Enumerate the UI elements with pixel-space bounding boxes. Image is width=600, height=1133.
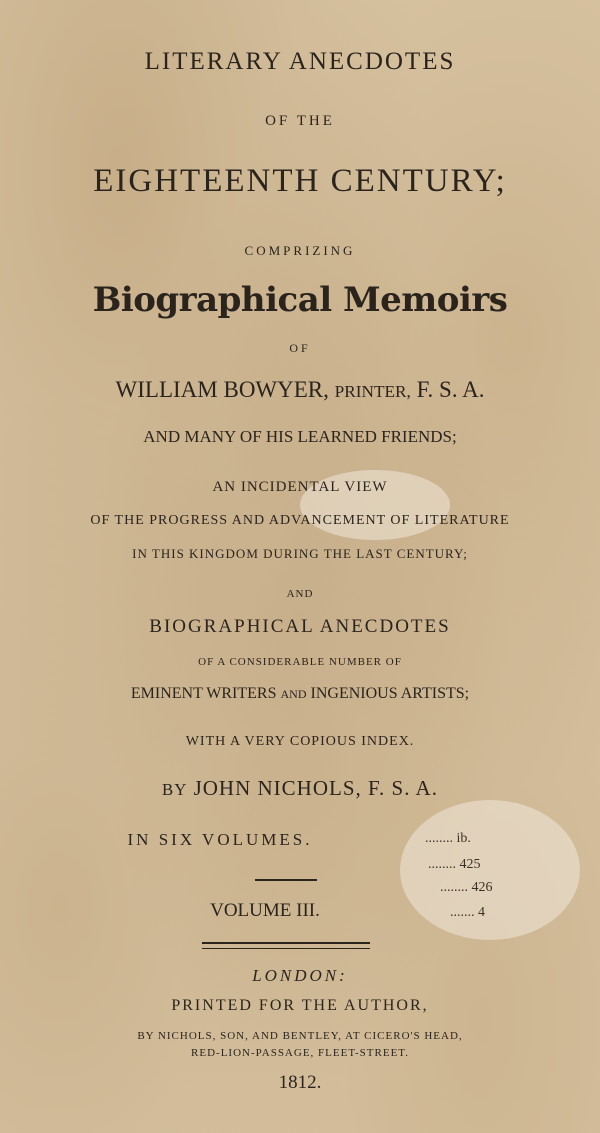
imprint-year: 1812.: [278, 1072, 322, 1093]
title-line-2: OF THE: [265, 113, 335, 129]
bleed-through-text: ....... 4: [450, 905, 485, 920]
line-15-c: INGENIOUS ARTISTS;: [310, 685, 470, 702]
title-line-1: LITERARY ANECDOTES: [144, 48, 456, 75]
double-rule-bottom: [202, 948, 370, 949]
title-line-4: COMPRIZING: [244, 243, 356, 258]
title-line-6: OF: [289, 341, 311, 355]
double-rule-top: [202, 942, 370, 944]
title-line-11: IN THIS KINGDOM DURING THE LAST CENTURY;: [132, 546, 468, 561]
subject-line: [0, 377, 600, 403]
subject-fsa: F. S. A.: [416, 377, 485, 402]
title-line-14: OF A CONSIDERABLE NUMBER OF: [198, 656, 402, 668]
volumes-line: IN SIX VOLUMES.: [127, 830, 313, 849]
imprint-address-1: BY NICHOLS, SON, AND BENTLEY, AT CICERO'S HEAD,: [137, 1030, 463, 1042]
subject-name: WILLIAM BOWYER,: [115, 377, 329, 402]
title-line-10: OF THE PROGRESS AND ADVANCEMENT OF LITERATURE: [90, 513, 510, 528]
author-line: [0, 776, 600, 801]
line-15-b: AND: [280, 687, 307, 701]
title-blackletter: Biographical Memoirs: [92, 280, 508, 320]
author-by: BY: [162, 780, 188, 799]
title-line-16: WITH A VERY COPIOUS INDEX.: [185, 734, 415, 749]
line-15-a: EMINENT WRITERS: [130, 685, 277, 702]
imprint-address-2: RED-LION-PASSAGE, FLEET-STREET.: [191, 1047, 409, 1059]
divider-rule: [255, 879, 317, 881]
author-name: JOHN NICHOLS, F. S. A.: [193, 776, 438, 800]
title-line-15: [0, 685, 600, 703]
volume-line: VOLUME III.: [210, 900, 320, 921]
bleed-through-text: ........ ib.: [425, 831, 471, 846]
title-line-8: AND MANY OF HIS LEARNED FRIENDS;: [143, 427, 457, 446]
bleed-through-text: ........ 426: [440, 880, 493, 895]
title-line-13: BIOGRAPHICAL ANECDOTES: [149, 616, 451, 637]
title-line-9: AN INCIDENTAL VIEW: [212, 479, 388, 495]
title-line-3: EIGHTEENTH CENTURY;: [93, 163, 507, 199]
subject-occupation: PRINTER,: [334, 382, 411, 401]
imprint-printer: PRINTED FOR THE AUTHOR,: [171, 997, 429, 1014]
title-line-12: AND: [286, 588, 314, 600]
imprint-city: LONDON:: [252, 966, 348, 985]
bleed-through-text: ........ 425: [428, 857, 481, 872]
